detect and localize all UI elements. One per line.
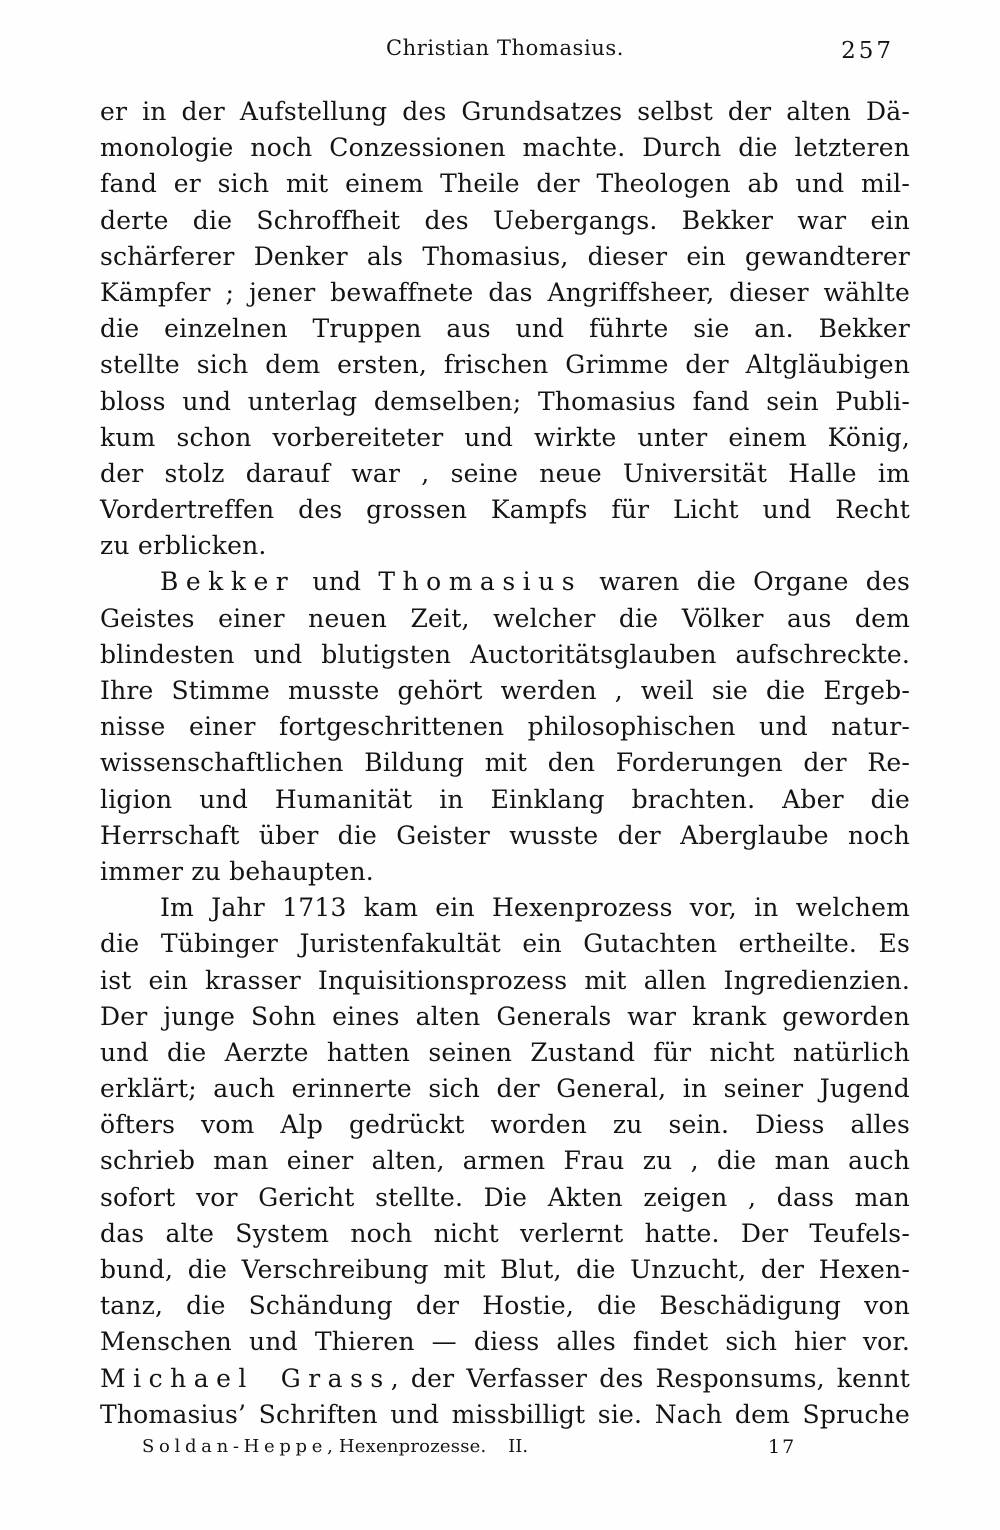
letterspaced-text: Bekker <box>160 567 296 597</box>
text-line: die Tübinger Juristenfakultät ein Gutachten ertheilte. Es <box>100 929 910 959</box>
text-line: immer zu behaupten. <box>100 856 374 886</box>
letterspaced-text: Michael Grass <box>100 1363 391 1393</box>
text-line: Geistes einer neuen Zeit, welcher die Völker aus dem <box>100 603 910 633</box>
text-line: bund, die Verschreibung mit Blut, die Unzucht, der Hexen- <box>100 1255 910 1284</box>
text-line: Menschen und Thieren — diess alles findet sich hier vor. <box>100 1327 910 1357</box>
text-line: Ihre Stimme musste gehört werden , weil sie die Ergeb- <box>100 676 910 705</box>
text-line: bloss und unterlag demselben; Thomasius fand sein Publi- <box>100 386 910 416</box>
text-line: Michael Grass, der Verfasser des Responsums, kennt <box>100 1363 910 1393</box>
text-line: das alte System noch nicht verlernt hatte. Der Teufels- <box>100 1218 910 1248</box>
text-line: wissenschaftlichen Bildung mit den Forderungen der Re- <box>100 748 910 778</box>
running-title: Christian Thomasius. <box>385 36 625 60</box>
text-line: blindesten und blutigsten Auctoritätsglauben aufschreckte. <box>100 639 910 669</box>
text-line: nisse einer fortgeschrittenen philosophischen und natur- <box>100 712 910 742</box>
text-line: er in der Aufstellung des Grundsatzes selbst der alten Dä- <box>100 97 910 126</box>
page-number: 257 <box>841 38 894 64</box>
volume-number: II. <box>508 1436 529 1457</box>
text-line: tanz, die Schändung der Hostie, die Beschädigung von <box>100 1291 910 1321</box>
text-line: monologie noch Conzessionen machte. Durch die letzteren <box>100 133 910 163</box>
text-line: Bekker und Thomasius waren die Organe des <box>160 567 910 597</box>
text-line: und die Aerzte hatten seinen Zustand für nicht natürlich <box>100 1037 910 1067</box>
text-line: Der junge Sohn eines alten Generals war krank geworden <box>100 1001 910 1031</box>
text-line: Im Jahr 1713 kam ein Hexenprozess vor, in welchem <box>160 893 910 923</box>
letterspaced-text: Thomasius <box>378 567 583 597</box>
text-line: Vordertreffen des grossen Kampfs für Licht und Recht <box>100 495 910 525</box>
page-footer <box>100 1436 910 1466</box>
text-block <box>100 94 910 1433</box>
sheet-signature: 17 <box>768 1436 797 1458</box>
text-line: sofort vor Gericht stellte. Die Akten zeigen , dass man <box>100 1182 910 1212</box>
text-line: öfters vom Alp gedrückt worden zu sein. Diess alles <box>100 1110 910 1140</box>
text-line: schrieb man einer alten, armen Frau zu , die man auch <box>100 1146 910 1176</box>
text-line: stellte sich dem ersten, frischen Grimme der Altgläubigen <box>100 350 910 380</box>
text-line: schärferer Denker als Thomasius, dieser ein gewandterer <box>100 241 910 271</box>
text-line: kum schon vorbereiteter und wirkte unter einem König, <box>100 422 910 452</box>
text-line: derte die Schroffheit des Uebergangs. Bekker war ein <box>100 205 910 235</box>
text-line: ist ein krasser Inquisitionsprozess mit allen Ingredienzien. <box>100 965 910 995</box>
letterspaced-text: Soldan-Heppe <box>142 1436 328 1457</box>
text-line: ligion und Humanität in Einklang brachten. Aber die <box>100 784 910 814</box>
text-line: erklärt; auch erinnerte sich der General, in seiner Jugend <box>100 1074 910 1104</box>
text-line: die einzelnen Truppen aus und führte sie an. Bekker <box>100 314 910 344</box>
text-line: fand er sich mit einem Theile der Theologen ab und mil- <box>100 169 910 199</box>
page-header <box>100 36 910 66</box>
text-line: Kämpfer ; jener bewaffnete das Angriffsheer, dieser wählte <box>100 277 910 307</box>
text-line: Thomasius’ Schriften und missbilligt sie. Nach dem Spruche <box>100 1399 910 1429</box>
colophon: Soldan-Heppe, Hexenprozesse. <box>142 1436 487 1457</box>
text-line: Herrschaft über die Geister wusste der Aberglaube noch <box>100 820 910 850</box>
text-line: zu erblicken. <box>100 531 267 561</box>
text-line: der stolz darauf war , seine neue Universität Halle im <box>100 458 910 488</box>
